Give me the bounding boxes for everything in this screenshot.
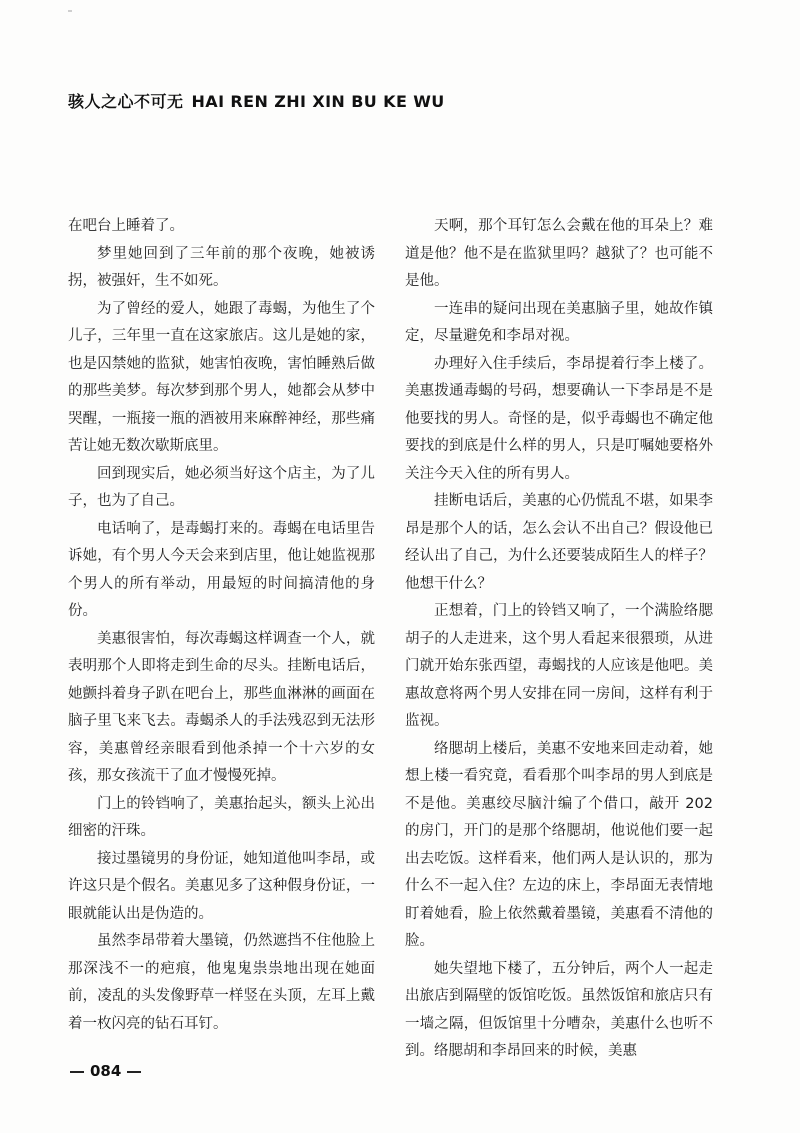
page-footer [70,1062,147,1080]
header-title-pinyin: HAI REN ZHI XIN BU KE WU [191,92,445,111]
paragraph: 美惠很害怕，每次毒蝎这样调查一个人，就表明那个人即将走到生命的尽头。挂断电话后，她颤抖着身子趴在吧台上，那些血淋淋的画面在脑子里飞来飞去。毒蝎杀人的手法残忍到无法形容，美惠曾经亲眼看到他杀掉一个十六岁的女孩，那女孩流干了血才慢慢死掉。 [68,630,375,784]
left-text-column [68,213,375,1038]
print-mark [68,10,72,12]
footer-dash-left [70,1071,84,1073]
paragraph: 络腮胡上楼后，美惠不安地来回走动着，她想上楼一看究竟，看看那个叫李昂的男人到底是不是他。美惠绞尽脑汁编了个借口，敲开 202 的房门，开门的是那个络腮胡，他说他们要一起出去吃饭。这样看来，他们两人是认识的，那为什么不一起入住？左边的床上，李昂面无表情地盯着她看，脸上依然戴着墨镜，美惠看不清他的脸。 [405,740,713,949]
paragraph: 她失望地下楼了，五分钟后，两个人一起走出旅店到隔壁的饭馆吃饭。虽然饭馆和旅店只有一墙之隔，但饭馆里十分嘈杂，美惠什么也听不到。络腮胡和李昂回来的时候，美惠 [405,960,713,1059]
paragraph: 天啊，那个耳钉怎么会戴在他的耳朵上？难道是他？他不是在监狱里吗？越狱了？也可能不是他。 [405,218,713,289]
paragraph: 正想着，门上的铃铛又响了，一个满脸络腮胡子的人走进来，这个男人看起来很猥琐，从进门就开始东张西望，毒蝎找的人应该是他吧。美惠故意将两个男人安排在同一房间，这样有利于监视。 [405,603,713,729]
paragraph: 回到现实后，她必须当好这个店主，为了儿子，也为了自己。 [68,465,375,509]
paragraph: 梦里她回到了三年前的那个夜晚，她被诱拐，被强奸，生不如死。 [68,245,375,289]
paragraph: 办理好入住手续后，李昂提着行李上楼了。美惠拨通毒蝎的号码，想要确认一下李昂是不是他要找的男人。奇怪的是，似乎毒蝎也不确定他要找的到底是什么样的男人，只是叮嘱她要格外关注今天入住的所有男人。 [405,355,713,482]
paragraph: 接过墨镜男的身份证，她知道他叫李昂，或许这只是个假名。美惠见多了这种假身份证，一眼就能认出是伪造的。 [68,850,375,922]
header-title-chinese: 骇人之心不可无 [68,92,184,111]
paragraph: 为了曾经的爱人，她跟了毒蝎，为他生了个儿子，三年里一直在这家旅店。这儿是她的家，也是囚禁她的监狱，她害怕夜晚，害怕睡熟后做的那些美梦。每次梦到那个男人，她都会从梦中哭醒，一瓶接一瓶的酒被用来麻醉神经，那些痛苦让她无数次歇斯底里。 [68,300,375,454]
paragraph: 虽然李昂带着大墨镜，仍然遮挡不住他脸上那深浅不一的疤痕，他鬼鬼祟祟地出现在她面前，凌乱的头发像野草一样竖在头顶，左耳上戴着一枚闪亮的钻石耳钉。 [68,933,375,1032]
paragraph: 挂断电话后，美惠的心仍慌乱不堪，如果李昂是那个人的话，怎么会认不出自己？假设他已经认出了自己，为什么还要装成陌生人的样子？他想干什么？ [405,493,713,592]
right-text-column [405,213,713,1066]
paragraph: 在吧台上睡着了。 [68,218,184,234]
footer-dash-right [127,1071,141,1073]
page-number: 084 [90,1062,122,1080]
paragraph: 一连串的疑问出现在美惠脑子里，她故作镇定，尽量避免和李昂对视。 [405,300,713,344]
paragraph: 电话响了，是毒蝎打来的。毒蝎在电话里告诉她，有个男人今天会来到店里，他让她监视那个男人的所有举动，用最短的时间搞清他的身份。 [68,520,375,619]
running-header [68,89,445,112]
paragraph: 门上的铃铛响了，美惠抬起头，额头上沁出细密的汗珠。 [68,795,375,839]
